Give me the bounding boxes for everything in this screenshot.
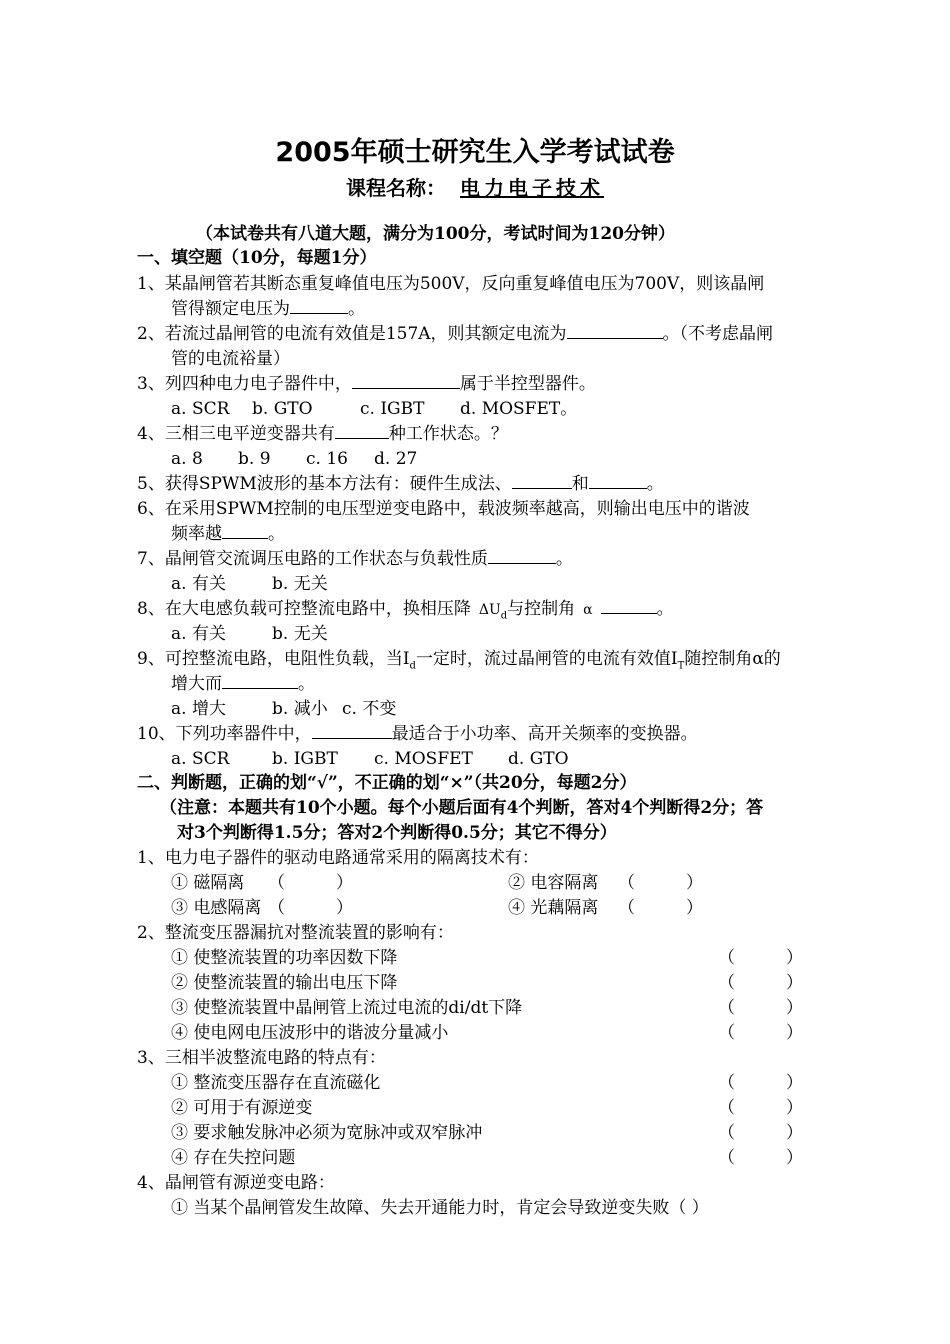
q2-text: 2、若流过晶闸管的电流有效值是157A，则其额定电流为	[137, 324, 567, 344]
q8-delta-ud: ΔU	[478, 602, 501, 618]
s2-q4-stem: 4、晶闸管有源逆变电路：	[137, 1173, 335, 1193]
q8-option-b: b. 无关	[272, 624, 328, 644]
q3-option-b: b. GTO	[252, 399, 313, 419]
q1-text: 管得额定电压为	[171, 299, 290, 319]
section1-heading: 一、填空题（10分，每题1分）	[137, 248, 377, 268]
s2-q1-item3: ③ 电感隔离	[171, 898, 262, 918]
q7-end: 。	[555, 549, 573, 569]
q8-sub-d: d	[500, 610, 508, 622]
q6-blank[interactable]	[222, 522, 268, 539]
s2-q2-item1-paren[interactable]: （ ）	[718, 948, 803, 968]
q9-blank[interactable]	[222, 672, 298, 689]
q5-blank1[interactable]	[512, 472, 572, 489]
q9-text2: 一定时，流过晶闸管的电流有效值I	[415, 649, 678, 669]
q10-option-b: b. IGBT	[272, 749, 338, 769]
q9-sub-d: d	[409, 660, 416, 672]
q2-line2: 管的电流裕量）	[171, 349, 290, 369]
section2-note-line1: （注意：本题共有10个小题。每个小题后面有4个判断，答对4个判断得2分；答	[160, 798, 764, 818]
q4-option-b: b. 9	[238, 449, 271, 469]
q1-blank[interactable]	[290, 297, 348, 314]
q3-text2: 属于半控型器件。	[459, 374, 596, 394]
q7-option-a: a. 有关	[171, 574, 226, 594]
s2-q3-item4: ④ 存在失控问题	[171, 1148, 296, 1168]
q7-line	[137, 547, 573, 571]
q8-text: 8、在大电感负载可控整流电路中，换相压降	[137, 599, 471, 619]
q4-text2: 种工作状态。？	[388, 424, 508, 444]
q2-line1	[137, 322, 773, 346]
s2-q2-item3: ③ 使整流装置中晶闸管上流过电流的di/dt下降	[171, 998, 523, 1018]
q3-option-d: d. MOSFET。	[460, 399, 578, 419]
q7-option-b: b. 无关	[272, 574, 328, 594]
q9-sub-t: T	[677, 660, 685, 672]
q8-alpha: α	[583, 602, 593, 618]
s2-q1-stem: 1、电力电子器件的驱动电路通常采用的隔离技术有：	[137, 848, 539, 868]
q10-option-a: a. SCR	[171, 749, 230, 769]
s2-q3-item1-paren[interactable]: （ ）	[718, 1073, 803, 1093]
q10-text: 10、下列功率器件中，	[137, 724, 312, 744]
q4-option-a: a. 8	[171, 449, 203, 469]
s2-q3-item3-paren[interactable]: （ ）	[718, 1123, 803, 1143]
q6-line1: 6、在采用SPWM控制的电压型逆变电路中，载波频率越高，则输出电压中的谐波	[137, 499, 750, 519]
q3-option-a: a. SCR	[171, 399, 230, 419]
q3-line	[137, 372, 596, 396]
s2-q1-item1-paren[interactable]: （ ）	[268, 873, 353, 893]
q9-text4: 增大而	[171, 674, 222, 694]
q6-end: 。	[268, 524, 285, 544]
q4-line	[137, 422, 508, 446]
s2-q3-item1: ① 整流变压器存在直流磁化	[171, 1073, 381, 1093]
q5-end: 。	[646, 474, 664, 494]
q4-blank[interactable]	[335, 422, 389, 439]
q10-option-c: c. MOSFET	[374, 749, 473, 769]
q1-end: 。	[348, 299, 365, 319]
course-line	[0, 172, 950, 201]
s2-q1-item2-paren[interactable]: （ ）	[618, 873, 703, 893]
s2-q3-item2-paren[interactable]: （ ）	[718, 1098, 803, 1118]
q10-option-d: d. GTO	[508, 749, 569, 769]
course-label: 课程名称：	[346, 176, 446, 200]
q3-option-c: c. IGBT	[360, 399, 425, 419]
s2-q1-item4-paren[interactable]: （ ）	[618, 898, 703, 918]
q10-line	[137, 722, 698, 746]
q6-text: 频率越	[171, 524, 222, 544]
q10-text2: 最适合于小功率、高开关频率的变换器。	[391, 724, 698, 744]
q2-text2: 。（不考虑晶闸	[662, 324, 774, 344]
s2-q3-item3: ③ 要求触发脉冲必须为宽脉冲或双窄脉冲	[171, 1123, 483, 1143]
s2-q4-item1: ① 当某个晶闸管发生故障、失去开通能力时，肯定会导致逆变失败（ ）	[171, 1198, 709, 1218]
s2-q1-item4: ④ 光藕隔离	[508, 898, 599, 918]
q5-blank2[interactable]	[589, 472, 647, 489]
s2-q3-item2: ② 可用于有源逆变	[171, 1098, 313, 1118]
q9-end: 。	[298, 674, 315, 694]
s2-q1-item1: ① 磁隔离	[171, 873, 245, 893]
s2-q1-item3-paren[interactable]: （ ）	[268, 898, 353, 918]
q5-and: 和	[571, 474, 589, 494]
q7-blank[interactable]	[488, 547, 556, 564]
section2-heading: 二、判断题，正确的划“√”，不正确的划“×”（共20分，每题2分）	[137, 773, 637, 793]
q9-text3: 随控制角α的	[684, 649, 781, 669]
q9-option-c: c. 不变	[342, 699, 397, 719]
q9-option-a: a. 增大	[171, 699, 226, 719]
s2-q2-item1: ① 使整流装置的功率因数下降	[171, 948, 398, 968]
exam-title: 2005年硕士研究生入学考试试卷	[275, 137, 675, 168]
s2-q3-item4-paren[interactable]: （ ）	[718, 1148, 803, 1168]
q7-text: 7、晶闸管交流调压电路的工作状态与负载性质	[137, 549, 488, 569]
q9-line2	[171, 672, 315, 696]
exam-note: （本试卷共有八道大题，满分为100分，考试时间为120分钟）	[196, 224, 675, 244]
q1-line1: 1、某晶闸管若其断态重复峰值电压为500V，反向重复峰值电压为700V，则该晶闸	[137, 274, 765, 294]
q9-option-b: b. 减小	[272, 699, 328, 719]
q8-option-a: a. 有关	[171, 624, 226, 644]
q6-line2	[171, 522, 285, 546]
q3-blank[interactable]	[352, 372, 460, 389]
section2-note-line2: 对3个判断得1.5分；答对2个判断得0.5分；其它不得分）	[177, 823, 617, 843]
s2-q2-item2: ② 使整流装置的输出电压下降	[171, 973, 398, 993]
q4-option-c: c. 16	[306, 449, 348, 469]
course-name: 电力电子技术	[460, 176, 604, 200]
s2-q2-stem: 2、整流变压器漏抗对整流装置的影响有：	[137, 923, 454, 943]
q4-text: 4、三相三电平逆变器共有	[137, 424, 335, 444]
s2-q2-item3-paren[interactable]: （ ）	[718, 998, 803, 1018]
q8-blank[interactable]	[601, 597, 657, 614]
q4-option-d: d. 27	[374, 449, 418, 469]
q8-end: 。	[656, 599, 674, 619]
s2-q2-item4: ④ 使电网电压波形中的谐波分量减小	[171, 1023, 449, 1043]
q8-text2: 与控制角	[507, 599, 576, 619]
q3-text: 3、列四种电力电子器件中，	[137, 374, 352, 394]
q1-line2	[171, 297, 365, 321]
s2-q1-item2: ② 电容隔离	[508, 873, 599, 893]
q5-line	[137, 472, 664, 496]
q9-text: 9、可控整流电路，电阻性负载，当I	[137, 649, 410, 669]
s2-q2-item4-paren[interactable]: （ ）	[718, 1023, 803, 1043]
q2-blank[interactable]	[567, 322, 663, 339]
q10-blank[interactable]	[312, 722, 392, 739]
q5-text: 5、获得SPWM波形的基本方法有：硬件生成法、	[137, 474, 512, 494]
s2-q3-stem: 3、三相半波整流电路的特点有：	[137, 1048, 386, 1068]
s2-q2-item2-paren[interactable]: （ ）	[718, 973, 803, 993]
